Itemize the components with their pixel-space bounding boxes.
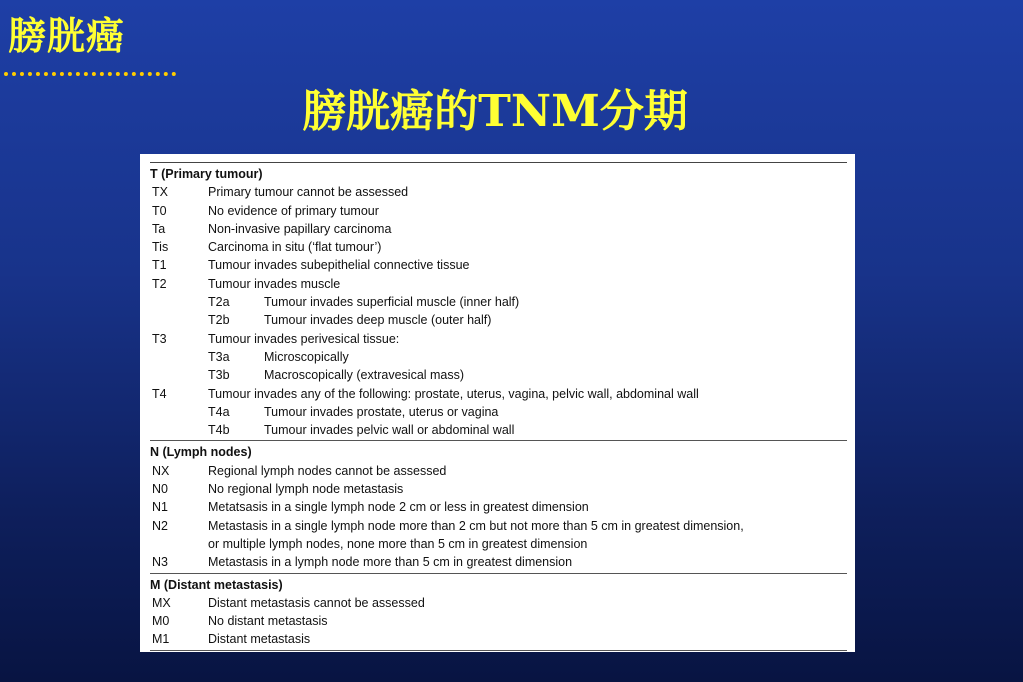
stage-code: TX — [152, 185, 168, 200]
stage-description: Tumour invades pelvic wall or abdominal wall — [264, 423, 515, 438]
table-row — [150, 630, 847, 648]
table-row — [150, 220, 847, 238]
table-row — [150, 183, 847, 201]
stage-code: N1 — [152, 500, 168, 515]
table-section — [150, 163, 847, 441]
stage-description: Regional lymph nodes cannot be assessed — [208, 463, 447, 478]
stage-description: Distant metastasis cannot be assessed — [208, 595, 425, 610]
table-row — [150, 517, 847, 535]
section-heading: M (Distant metastasis) — [150, 577, 283, 592]
dotted-divider — [4, 72, 176, 76]
table-section — [150, 441, 847, 573]
stage-code: MX — [152, 595, 171, 610]
stage-description: Tumour invades deep muscle (outer half) — [264, 313, 492, 328]
stage-code: T1 — [152, 258, 167, 273]
stage-description: Macroscopically (extravesical mass) — [264, 368, 465, 383]
table-row — [150, 238, 847, 256]
section-heading: N (Lymph nodes) — [150, 445, 252, 460]
stage-code: Ta — [152, 221, 166, 236]
table-row — [150, 293, 847, 311]
stage-description: Tumour invades prostate, uterus or vagina — [264, 404, 499, 419]
stage-description: Primary tumour cannot be assessed — [208, 185, 409, 200]
stage-description: Tumour invades superficial muscle (inner half) — [264, 295, 520, 310]
table-section — [150, 574, 847, 651]
stage-description: No evidence of primary tumour — [208, 203, 379, 218]
table-row — [150, 275, 847, 293]
stage-code: T4a — [208, 404, 230, 419]
table-row — [150, 594, 847, 612]
stage-code: N3 — [152, 555, 168, 570]
stage-description: Tumour invades perivesical tissue: — [208, 331, 400, 346]
section-heading: T (Primary tumour) — [150, 167, 263, 181]
stage-code: N0 — [152, 482, 168, 497]
table-row — [150, 366, 847, 384]
stage-code: T3a — [208, 349, 230, 364]
table-row — [150, 202, 847, 220]
corner-title: 膀胱癌 — [8, 14, 126, 58]
stage-code: M1 — [152, 632, 170, 647]
table-row — [150, 535, 847, 553]
table-row — [150, 462, 847, 480]
table-sections — [150, 163, 847, 651]
table-row — [150, 480, 847, 498]
tnm-table — [140, 154, 855, 652]
stage-description: Metatsasis in a single lymph node 2 cm or less in greatest dimension — [208, 500, 589, 515]
stage-description: Tumour invades muscle — [208, 276, 341, 291]
stage-description: No regional lymph node metastasis — [208, 482, 404, 497]
table-row — [150, 348, 847, 366]
stage-code: T4b — [208, 423, 230, 438]
table-row — [150, 403, 847, 421]
stage-description: Tumour invades any of the following: prostate, uterus, vagina, pelvic wall, abdominal wall — [208, 386, 699, 401]
stage-description: Non-invasive papillary carcinoma — [208, 221, 392, 236]
stage-description: Microscopically — [264, 349, 349, 364]
table-row — [150, 385, 847, 403]
stage-description: Carcinoma in situ (‘flat tumour’) — [208, 240, 382, 255]
stage-description: Tumour invades subepithelial connective tissue — [208, 258, 470, 273]
stage-code: Tis — [152, 240, 169, 255]
stage-description: Distant metastasis — [208, 632, 311, 647]
table-row — [150, 311, 847, 329]
stage-code: M0 — [152, 614, 170, 629]
stage-code: NX — [152, 463, 170, 478]
stage-code: N2 — [152, 518, 168, 533]
stage-description: or multiple lymph nodes, none more than 5 cm in greatest dimension — [208, 536, 588, 551]
stage-code: T3b — [208, 368, 230, 383]
stage-code: T2a — [208, 295, 230, 310]
table-row — [150, 330, 847, 348]
stage-code: T4 — [152, 386, 167, 401]
stage-description: Metastasis in a single lymph node more than 2 cm but not more than 5 cm in greatest dimension, — [208, 518, 744, 533]
stage-code: T2 — [152, 276, 167, 291]
table-row — [150, 612, 847, 630]
table-row — [150, 553, 847, 571]
stage-description: Metastasis in a lymph node more than 5 cm in greatest dimension — [208, 555, 573, 570]
table-row — [150, 498, 847, 516]
stage-code: T3 — [152, 331, 167, 346]
table-row — [150, 421, 847, 439]
stage-description: No distant metastasis — [208, 614, 328, 629]
table-row — [150, 256, 847, 274]
stage-code: T0 — [152, 203, 167, 218]
slide-title: 膀胱癌的TNM分期 — [302, 86, 688, 137]
stage-code: T2b — [208, 313, 230, 328]
